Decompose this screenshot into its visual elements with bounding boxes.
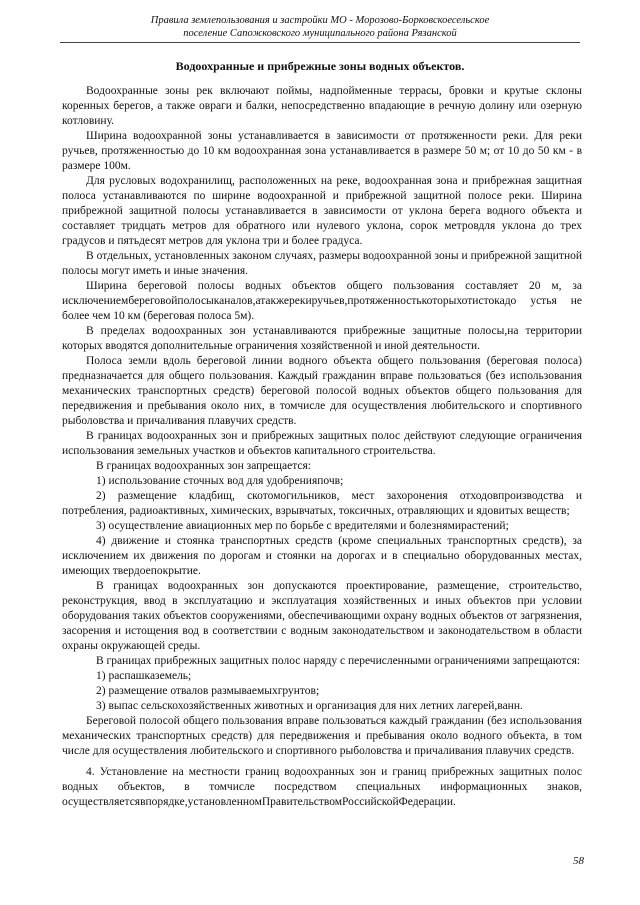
header-rule xyxy=(60,42,580,43)
paragraph: В пределах водоохранных зон устанавливаются прибрежные защитные полосы,на территории которых вводятся дополнительные ограничения хозяйственной и иной деятельности. xyxy=(62,325,582,352)
paragraph: В границах водоохранных зон допускаются проектирование, размещение, строительство, реконструкция, ввод в эксплуатацию и эксплуатация хозяйственных и иных объектов при условии оборудования таких объектов сооружениями, обеспечивающими охрану водных объектов от загрязнения, засорения и истощения вод в соответствии с водным законодательством и законодательством в области охраны окружающей среды. xyxy=(62,580,582,652)
list-item: 1) распашказемель; xyxy=(96,670,192,682)
running-header-line-2: поселение Сапожковского муниципального района Рязанской xyxy=(183,28,457,39)
paragraph: Для русловых водохранилищ, расположенных на реке, водоохранная зона и прибрежная защитная полоса устанавливаются по ширине водоохранной и прибрежной защитной полосе реки. Ширина прибрежной защитной полосы устанавливается в зависимости от уклона берега водного объекта и составляет тридцать метров для обратного или нулевого уклона, сорок метровдля уклона до трех градусов и пятьдесят метров для уклона три и более градуса. xyxy=(62,175,582,247)
page-number: 58 xyxy=(573,855,584,867)
paragraph: В отдельных, установленных законом случаях, размеры водоохранной зоны и прибрежной защитной полосы могут иметь и иные значения. xyxy=(62,250,582,277)
paragraph: Ширина береговой полосы водных объектов общего пользования составляет 20 м, за исключениембереговойполосыканалов,атакжерекиручьев,протяженностькоторыхотистокадо устья не более чем 10 км (береговая полоса 5м). xyxy=(62,280,582,322)
paragraph: Водоохранные зоны рек включают поймы, надпойменные террасы, бровки и крутые склоны коренных берегов, а также овраги и балки, непосредственно впадающие в речную долину или озерную котловину. xyxy=(62,85,582,127)
list-intro: В границах водоохранных зон запрещается: xyxy=(96,460,311,472)
list-item: 2) размещение кладбищ, скотомогильников, мест захоронения отходовпроизводства и потребления, радиоактивных, химических, взрывчатых, токсичных, отравляющих и ядовитых веществ; xyxy=(62,490,582,517)
document-body xyxy=(62,84,582,810)
list-item: 2) размещение отвалов размываемыхгрунтов; xyxy=(96,685,320,697)
paragraph: 4. Установление на местности границ водоохранных зон и границ прибрежных защитных полос водных объектов, в томчисле посредством специальных информационных знаков, осуществляетсявпорядке,установленномПравительствомРоссийскойФедерации. xyxy=(62,766,582,808)
paragraph: Полоса земли вдоль береговой линии водного объекта общего пользования (береговая полоса) предназначается для общего пользования. Каждый гражданин вправе пользоваться (без использования механических транспортных средств) береговой полосой водных объектов общего пользования для передвижения и пребывания около них, в томчисле для осуществления любительского и спортивного рыболовства и причаливания плавучих средств. xyxy=(62,355,582,427)
paragraph: В границах прибрежных защитных полос наряду с перечисленными ограничениями запрещаются: xyxy=(96,655,581,667)
list-item: 4) движение и стоянка транспортных средств (кроме специальных транспортных средств), за исключением их движения по дорогам и стоянки на дорогах и в специально оборудованных местах, имеющих твердоепокрытие. xyxy=(62,535,582,577)
paragraph: В границах водоохранных зон и прибрежных защитных полос действуют следующие ограничения использования земельных участков и объектов капитального строительства. xyxy=(62,430,582,457)
running-header-line-1: Правила землепользования и застройки МО - Морозово-Борковскоесельское xyxy=(150,15,490,26)
list-item: 1) использование сточных вод для удобренияпочв; xyxy=(96,475,344,487)
section-title: Водоохранные и прибрежные зоны водных объектов. xyxy=(175,59,465,73)
paragraph: Береговой полосой общего пользования вправе пользоваться каждый гражданин (без использования механических транспортных средств) для передвижения и пребывания около водного объекта, в том числе для осуществления любительского и спортивного рыболовства и причаливания плавучих средств. xyxy=(62,715,582,757)
list-item: 3) осуществление авиационных мер по борьбе с вредителями и болезнямирастений; xyxy=(96,520,509,532)
paragraph: Ширина водоохранной зоны устанавливается в зависимости от протяженности реки. Для реки ручьев, протяженностью до 10 км водоохранная зона устанавливается в размере 50 м; от 10 до 50 км - в размере 100м. xyxy=(62,130,582,172)
list-item: 3) выпас сельскохозяйственных животных и организация для них летних лагерей,ванн. xyxy=(96,700,523,712)
